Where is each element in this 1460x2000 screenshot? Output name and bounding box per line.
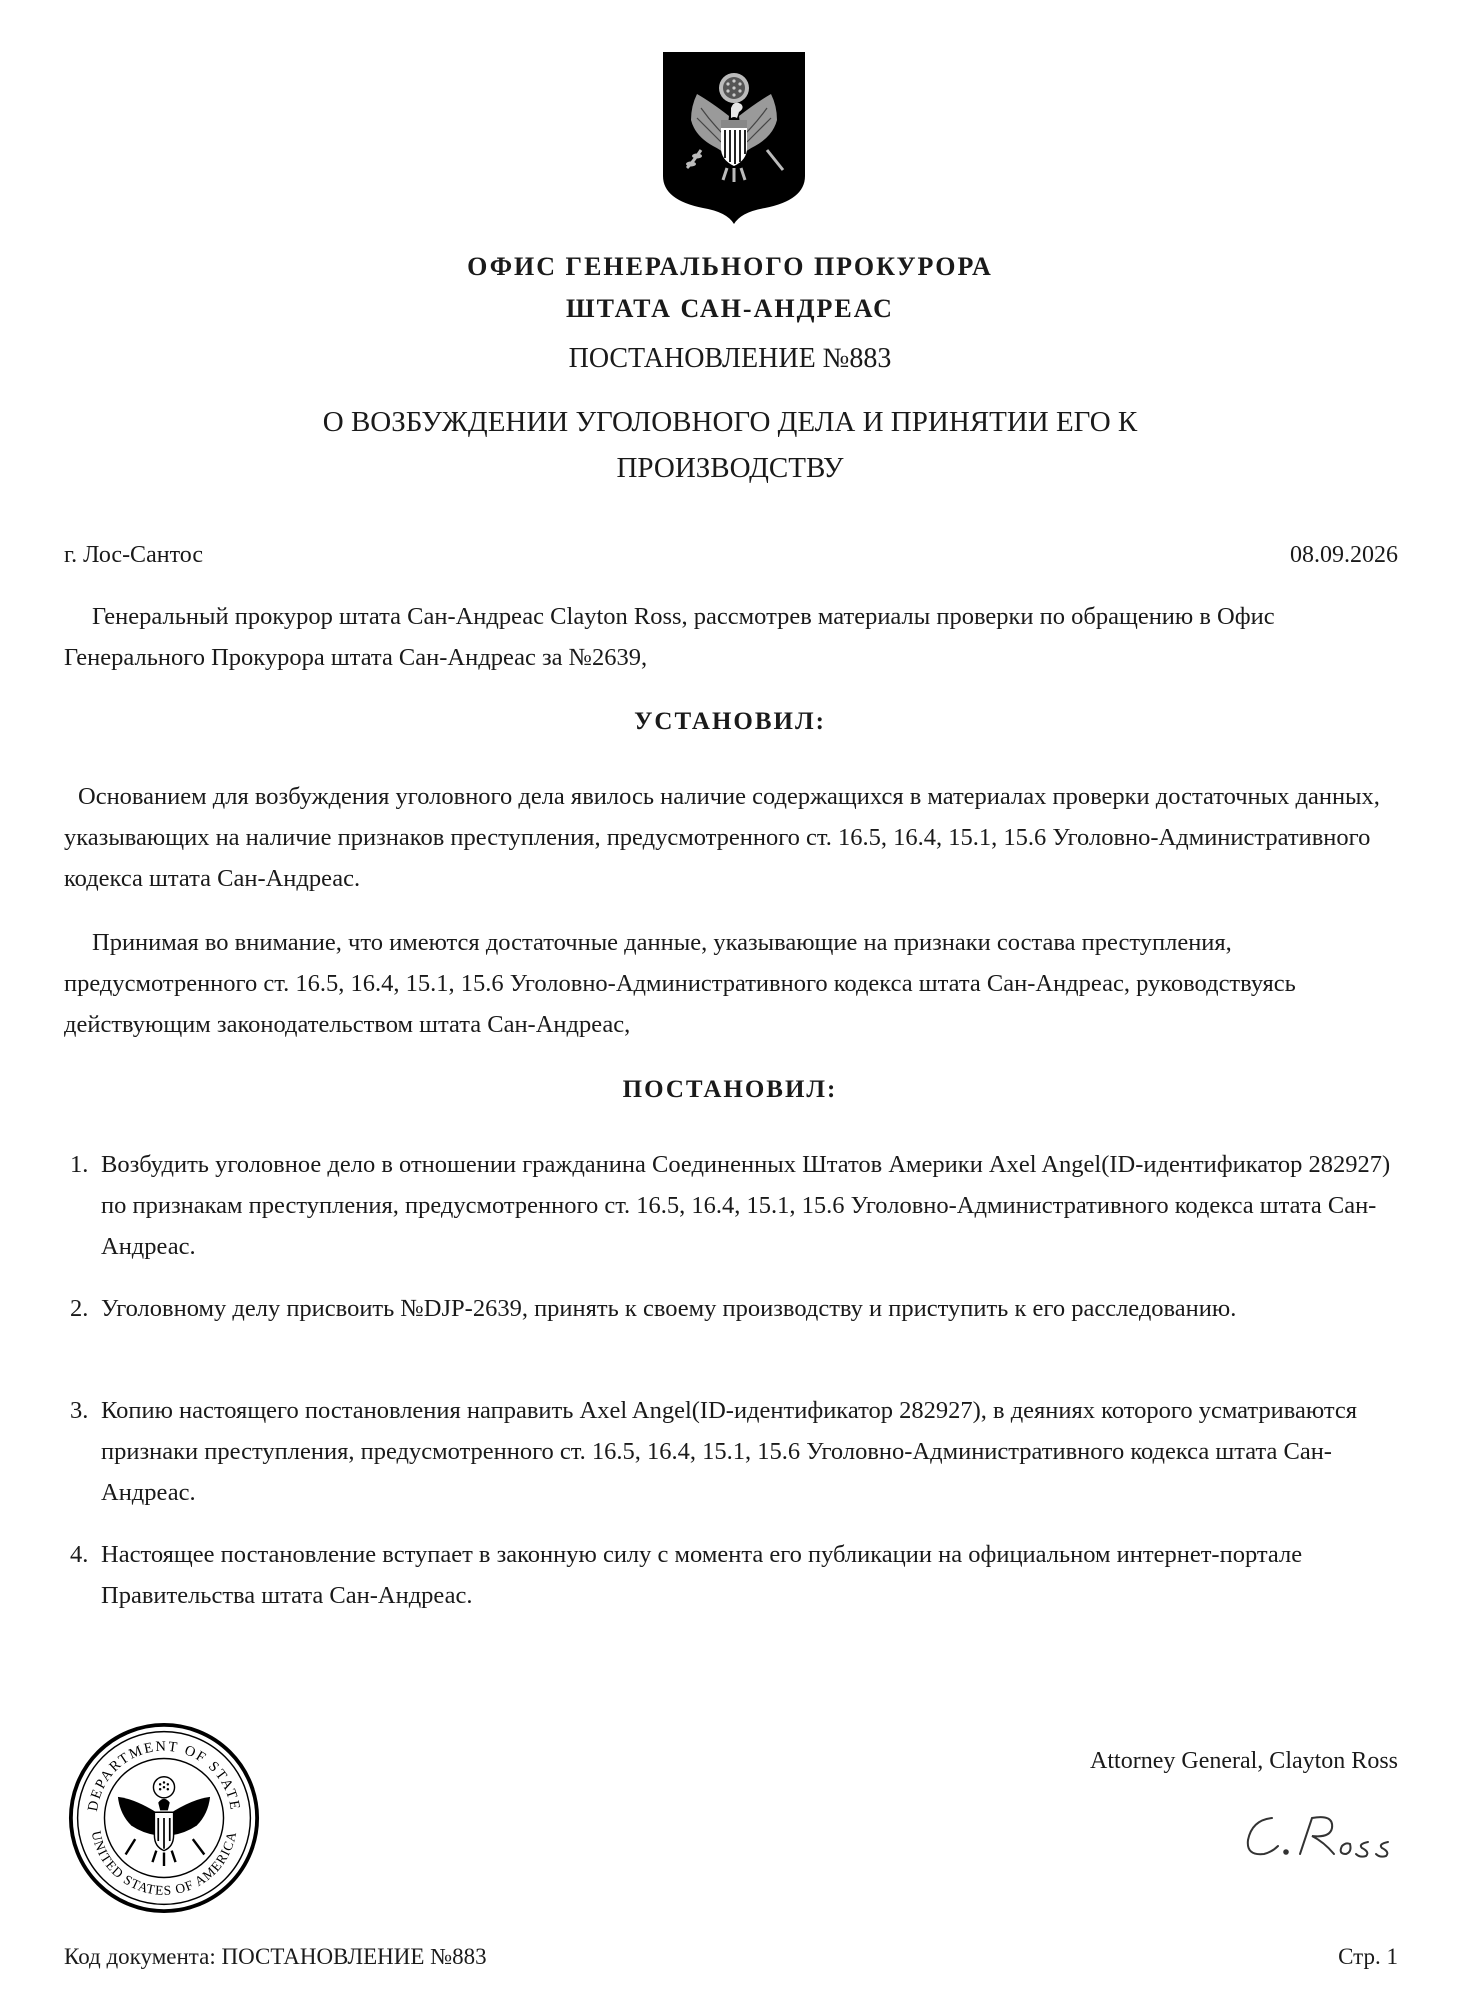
seal-bottom-text: UNITED STATES OF AMERICA — [88, 1829, 240, 1898]
footer-page-number: Стр. 1 — [1338, 1944, 1398, 1969]
seal-top-text: DEPARTMENT OF STATE — [85, 1738, 243, 1813]
city: г. Лос-Сантос — [64, 542, 203, 568]
resolution-number: ПОСТАНОВЛЕНИЕ №883 — [568, 343, 892, 374]
intro-paragraph: Генеральный прокурор штата Сан-Андреас Clayton Ross, рассмотрев материалы проверки по обращению в Офис Генерального Прокурора штата Сан-Андреас за №2639, — [64, 603, 1275, 671]
org-title-line2: ШТАТА САН-АНДРЕАС — [566, 294, 894, 323]
fact-paragraph: Основанием для возбуждения уголовного дела явилось наличие содержащихся в материалах проверки достаточных данных, указывающих на наличие признаков преступления, предусмотренного ст. 16.5, 16.4, 15.1, 15.6 Уголовно-Административного кодекса штата Сан-Андреас. — [64, 783, 1380, 892]
order-number: 1. — [70, 1151, 89, 1178]
handwritten-signature-icon — [1238, 1806, 1398, 1866]
signer-name: Attorney General, Clayton Ross — [1090, 1748, 1398, 1774]
org-title-line1: ОФИС ГЕНЕРАЛЬНОГО ПРОКУРОРА — [467, 252, 993, 281]
department-of-state-seal-icon — [68, 1722, 260, 1914]
footer-doc-code: Код документа: ПОСТАНОВЛЕНИЕ №883 — [64, 1944, 487, 1969]
eagle-emblem-icon — [661, 50, 807, 226]
order-text: Настоящее постановление вступает в законную силу с момента его публикации на официальном интернет-портале Правительства штата Сан-Андреас. — [101, 1541, 1303, 1609]
heading-resolved: ПОСТАНОВИЛ: — [622, 1076, 838, 1103]
heading-established: УСТАНОВИЛ: — [634, 708, 826, 735]
order-number: 2. — [70, 1295, 89, 1322]
order-text: Уголовному делу присвоить №DJP-2639, принять к своему производству и приступить к его расследованию. — [101, 1295, 1237, 1322]
order-number: 3. — [70, 1397, 89, 1424]
order-text: Копию настоящего постановления направить Axel Angel(ID-идентификатор 282927), в деяниях которого усматриваются признаки преступления, предусмотренного ст. 16.5, 16.4, 15.1, 15.6 Уголовно-Административного кодекса штата Сан-Андреас. — [101, 1397, 1358, 1506]
fact-paragraph: Принимая во внимание, что имеются достаточные данные, указывающие на признаки состава преступления, предусмотренного ст. 16.5, 16.4, 15.1, 15.6 Уголовно-Административного кодекса штата Сан-Андреас, руководствуясь действующим законодательством штата Сан-Андреас, — [64, 929, 1296, 1038]
order-number: 4. — [70, 1541, 89, 1568]
resolution-subject: О ВОЗБУЖДЕНИИ УГОЛОВНОГО ДЕЛА И ПРИНЯТИИ ЕГО К ПРОИЗВОДСТВУ — [322, 406, 1138, 484]
document-date: 08.09.2026 — [1290, 542, 1398, 568]
order-text: Возбудить уголовное дело в отношении гражданина Соединенных Штатов Америки Axel Angel(ID-идентификатор 282927) по признакам преступления, предусмотренного ст. 16.5, 16.4, 15.1, 15.6 Уголовно-Административного кодекса штата Сан-Андреас. — [101, 1151, 1391, 1260]
